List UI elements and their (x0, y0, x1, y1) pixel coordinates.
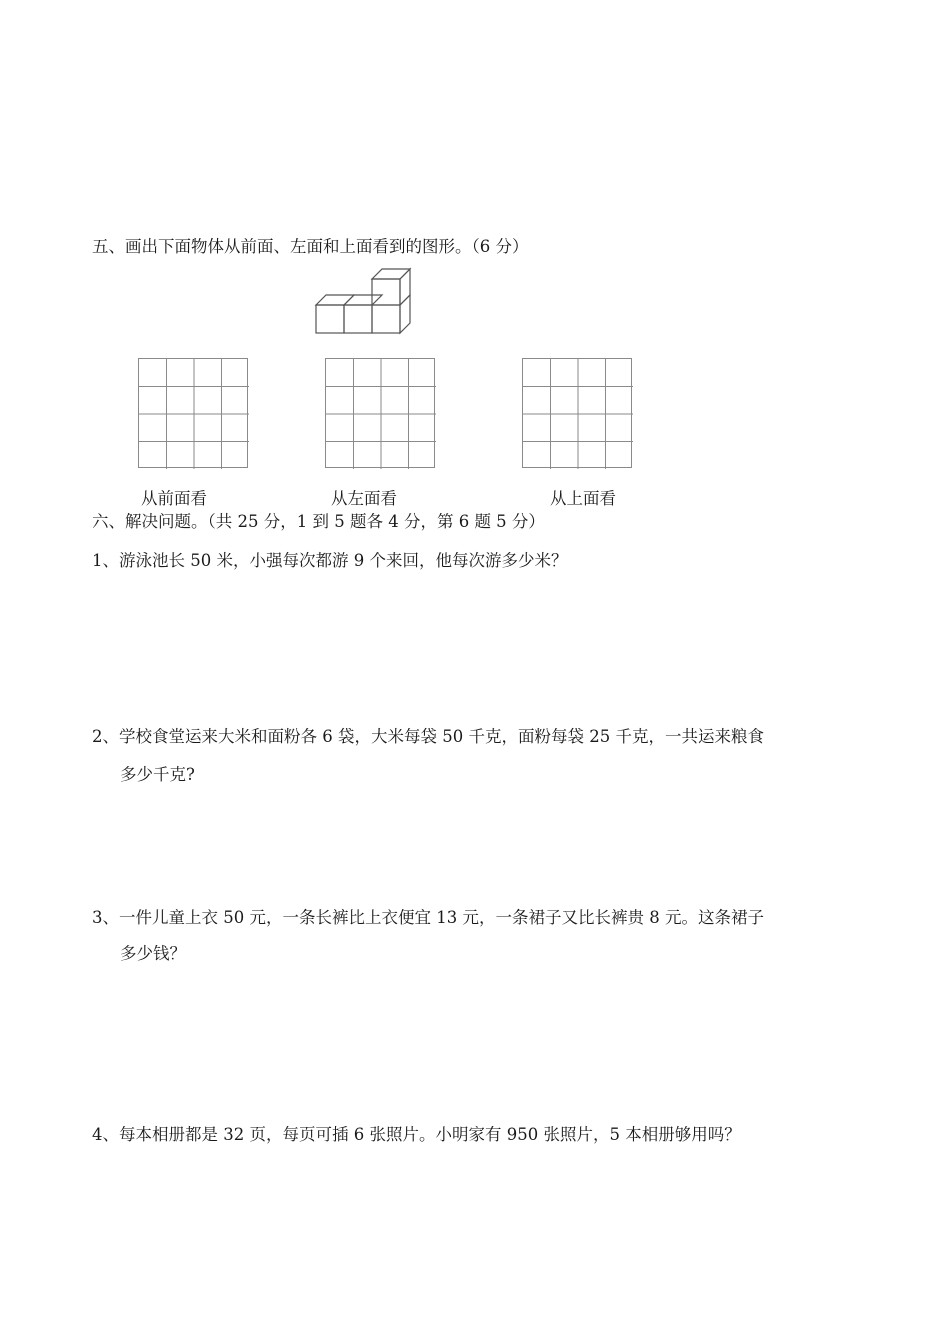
top-view-label: 从上面看 (550, 489, 616, 508)
problem-3: 3、一件儿童上衣 50 元，一条长裤比上衣便宜 13 元，一条裙子又比长裤贵 8 元。这条裙子 (92, 908, 764, 927)
problem-2: 2、学校食堂运来大米和面粉各 6 袋，大米每袋 50 千克，面粉每袋 25 千克，一共运来粮食 (92, 727, 764, 746)
cube-stack-figure (312, 265, 417, 337)
left-view-label: 从左面看 (331, 489, 397, 508)
problem-2-continued: 多少千克? (120, 765, 195, 784)
section-6-heading: 六、解决问题。（共 25 分，1 到 5 题各 4 分，第 6 题 5 分） (92, 512, 545, 531)
grid-lines (326, 359, 436, 469)
grid-lines (523, 359, 633, 469)
front-view-grid[interactable] (138, 358, 248, 468)
problem-1: 1、游泳池长 50 米，小强每次都游 9 个来回，他每次游多少米？ (92, 551, 568, 570)
left-view-grid[interactable] (325, 358, 435, 468)
grid-lines (139, 359, 249, 469)
problem-3-continued: 多少钱？ (120, 944, 186, 963)
top-view-grid[interactable] (522, 358, 632, 468)
front-view-label: 从前面看 (141, 489, 207, 508)
problem-4: 4、每本相册都是 32 页，每页可插 6 张照片。小明家有 950 张照片，5 本相册够用吗？ (92, 1125, 741, 1144)
section-5-heading: 五、画出下面物体从前面、左面和上面看到的图形。（6 分） (92, 237, 529, 256)
